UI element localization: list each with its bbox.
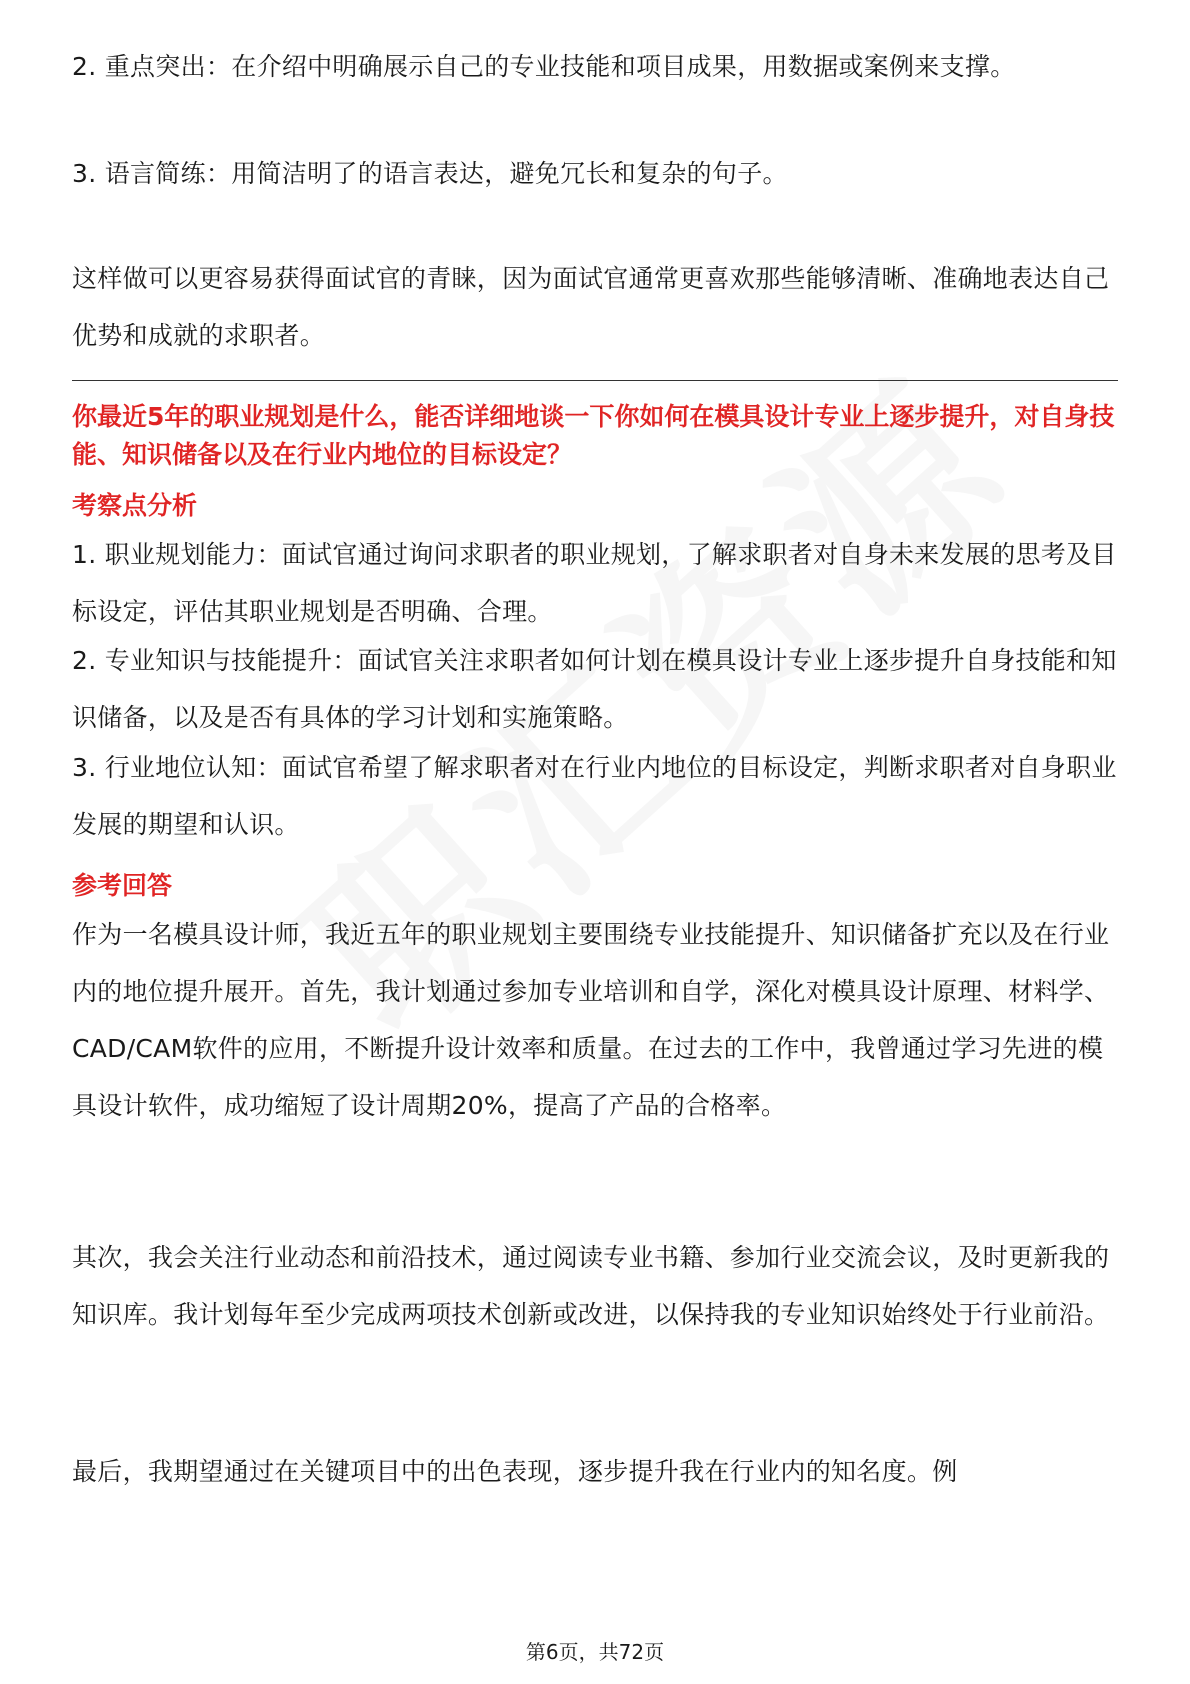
question-title: 你最近5年的职业规划是什么，能否详细地谈一下你如何在模具设计专业上逐步提升，对自身技能、知识储备以及在行业内地位的目标设定？ — [72, 402, 1115, 469]
section-divider — [72, 380, 1118, 381]
analysis-point-1: 1. 职业规划能力：面试官通过询问求职者的职业规划，了解求职者对自身未来发展的思考及目标设定，评估其职业规划是否明确、合理。 — [72, 540, 1117, 626]
intro-conclusion: 这样做可以更容易获得面试官的青睐，因为面试官通常更喜欢那些能够清晰、准确地表达自己优势和成就的求职者。 — [72, 264, 1110, 350]
answer-heading: 参考回答 — [72, 871, 173, 900]
intro-item-3: 3. 语言简练：用简洁明了的语言表达，避免冗长和复杂的句子。 — [72, 159, 788, 188]
analysis-heading: 考察点分析 — [72, 491, 198, 520]
page-footer: 第6页，共72页 — [525, 1640, 665, 1664]
answer-paragraph-1: 作为一名模具设计师，我近五年的职业规划主要围绕专业技能提升、知识储备扩充以及在行业内的地位提升展开。首先，我计划通过参加专业培训和自学，深化对模具设计原理、材料学、CAD/CAM软件的应用，不断提升设计效率和质量。在过去的工作中，我曾通过学习先进的模具设计软件，成功缩短了设计周期20%，提高了产品的合格率。 — [72, 920, 1110, 1120]
answer-paragraph-3: 最后，我期望通过在关键项目中的出色表现，逐步提升我在行业内的知名度。例 — [72, 1457, 958, 1486]
intro-item-2: 2. 重点突出：在介绍中明确展示自己的专业技能和项目成果，用数据或案例来支撑。 — [72, 52, 1016, 81]
analysis-point-3: 3. 行业地位认知：面试官希望了解求职者对在行业内地位的目标设定，判断求职者对自身职业发展的期望和认识。 — [72, 753, 1117, 839]
answer-paragraph-2: 其次，我会关注行业动态和前沿技术，通过阅读专业书籍、参加行业交流会议，及时更新我的知识库。我计划每年至少完成两项技术创新或改进，以保持我的专业知识始终处于行业前沿。 — [72, 1243, 1110, 1329]
analysis-point-2: 2. 专业知识与技能提升：面试官关注求职者如何计划在模具设计专业上逐步提升自身技能和知识储备，以及是否有具体的学习计划和实施策略。 — [72, 646, 1117, 732]
